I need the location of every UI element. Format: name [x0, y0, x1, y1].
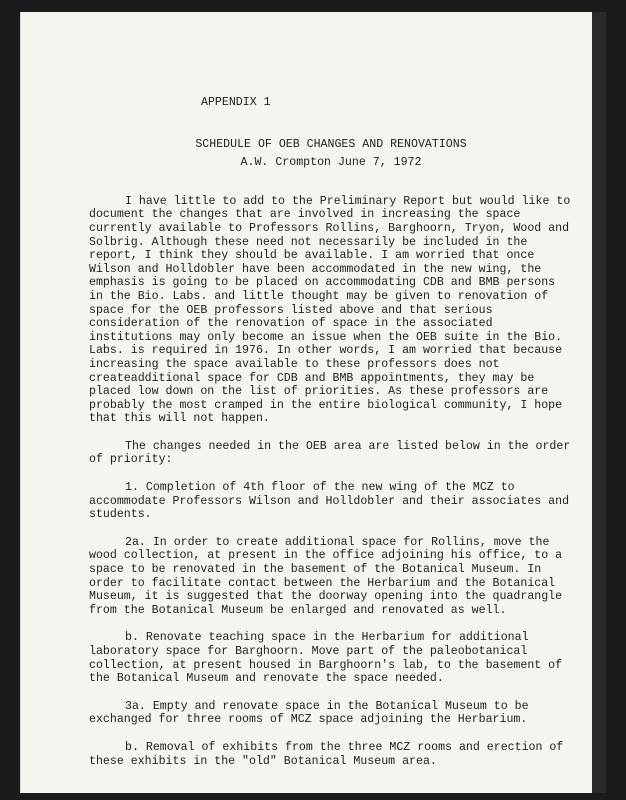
document-title: SCHEDULE OF OEB CHANGES AND RENOVATIONS [195, 137, 467, 151]
document-page [20, 12, 606, 793]
item-1-paragraph: 1. Completion of 4th floor of the new wing of the MCZ to accommodate Professors Wilson and Holldobler and their associates and students. [89, 481, 570, 522]
intro-paragraph: I have little to add to the Preliminary Report but would like to document the changes that are involved in increasing the space currently available to Professors Rollins, Barghoorn, Tryon, Wood and Solbrig. Although these need not necessarily be included in the report, I think they should be available. I am worried that once Wilson and Holldobler have been accommodated in the new wing, the emphasis is going to be placed on accommodating CDB and BMB persons in the Bio. Labs. and little thought may be given to renovation of space for the OEB professors listed above and that serious consideration of the renovation of space in the associated institutions may only become an issue when the OEB suite in the Bio. Labs. is required in 1976. In other words, I am worried that because increasing the space available to these professors does not createadditional space for CDB and BMB appointments, they may be placed low down on the list of priorities. As these professors are probably the most cramped in the entire biological community, I hope that this will not happen. [89, 194, 571, 426]
appendix-heading: APPENDIX 1 [201, 96, 271, 109]
item-3b-paragraph: b. Removal of exhibits from the three MCZ rooms and erection of these exhibits in the "old" Botanical Museum area. [89, 740, 564, 768]
author-date-line: A.W. Crompton June 7, 1972 [240, 156, 422, 170]
document-body [89, 96, 573, 768]
item-3a-paragraph: 3a. Empty and renovate space in the Botanical Museum to be exchanged for three rooms of MCZ space adjoining the Herbarium. [89, 699, 529, 727]
priority-intro-paragraph: The changes needed in the OEB area are listed below in the order of priority: [89, 439, 571, 467]
item-2b-paragraph: b. Renovate teaching space in the Herbarium for additional laboratory space for Barghoorn. Move part of the paleobotanical collection, at present housed in Barghoorn's lab, to the basement of the Botanical Museum and renovate the space needed. [89, 631, 563, 686]
item-2a-paragraph: 2a. In order to create additional space for Rollins, move the wood collection, at present in the office adjoining his office, to a space to be renovated in the basement of the Botanical Museum. In order to facilitate contact between the Herbarium and the Botanical Museum, it is suggested that the doorway opening into the quadrangle from the Botanical Museum be enlarged and renovated as well. [89, 535, 563, 617]
page-edge-shadow [592, 12, 606, 793]
